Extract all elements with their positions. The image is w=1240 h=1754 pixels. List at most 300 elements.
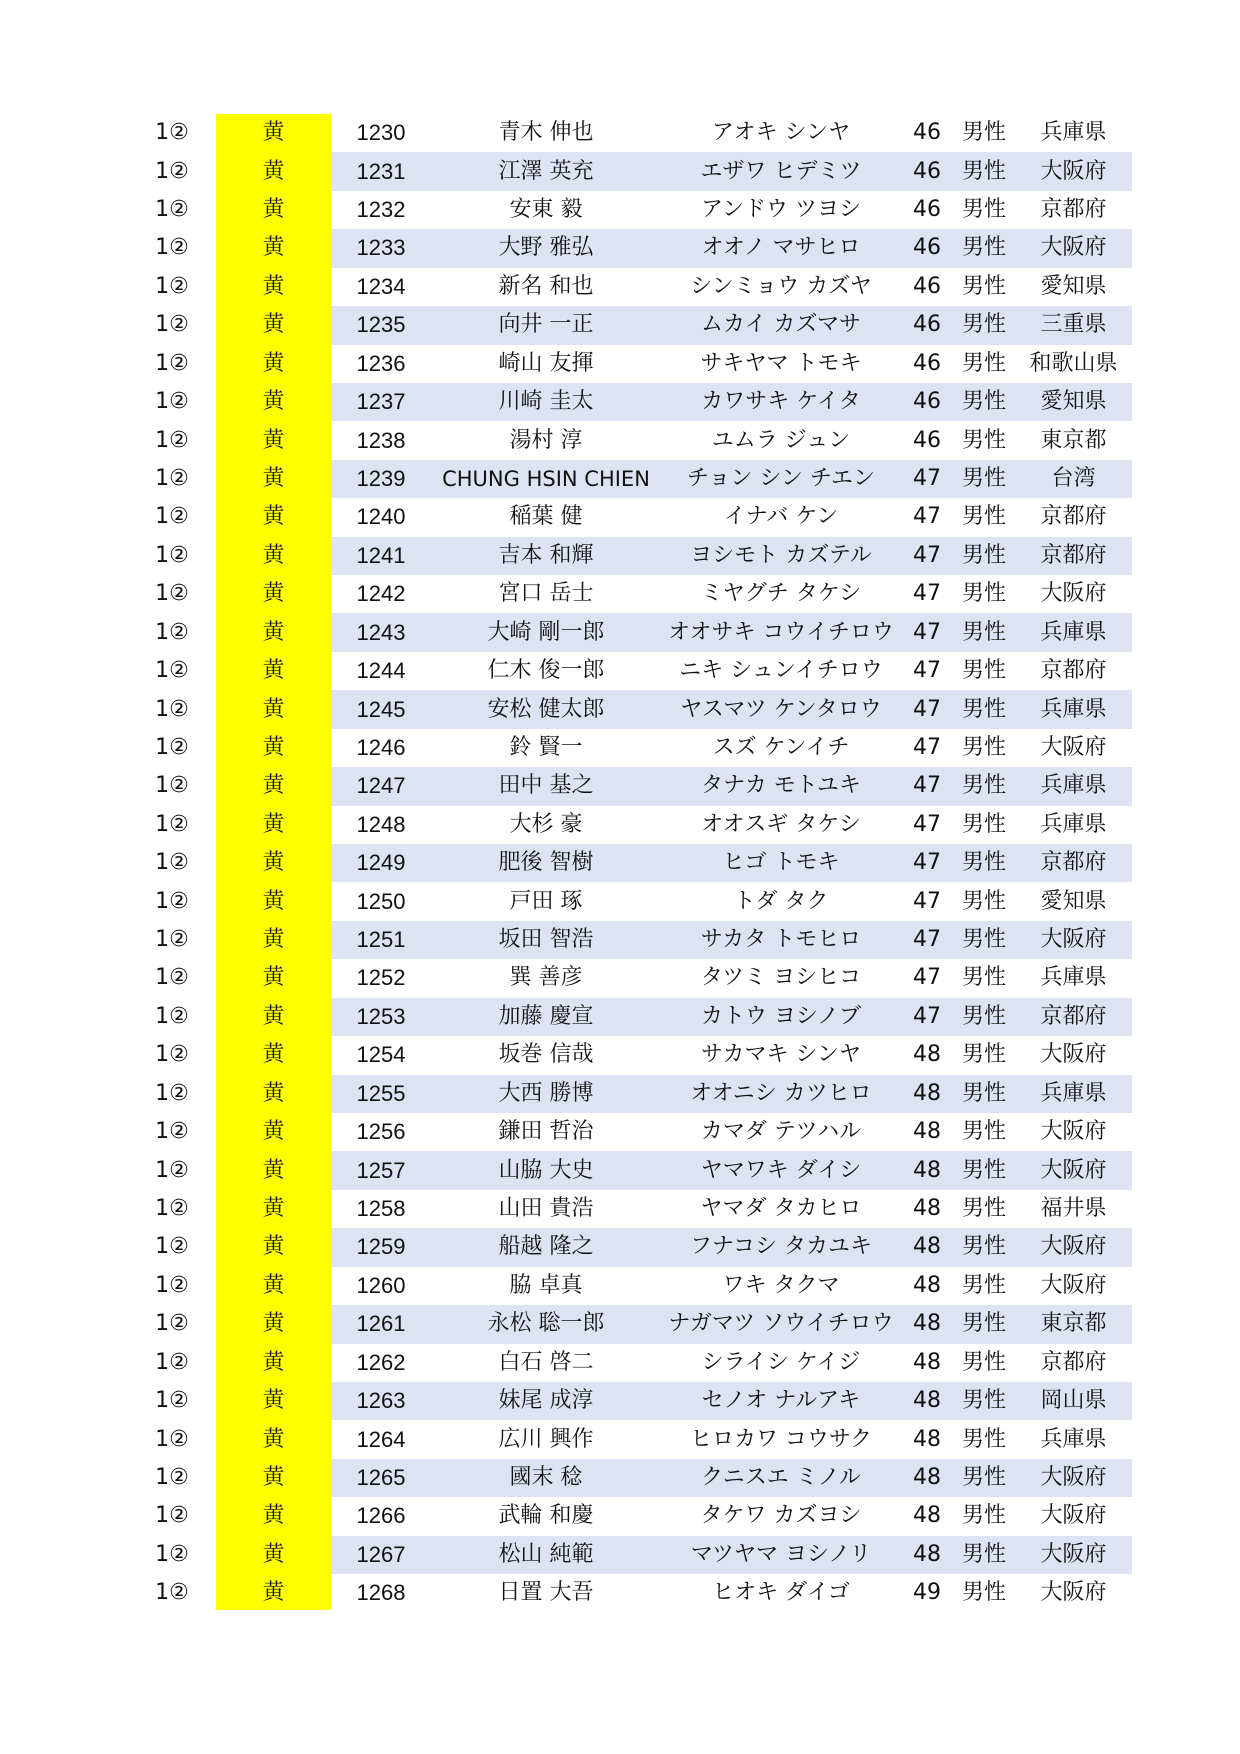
heat-cell: 1②	[155, 850, 189, 876]
kana-name-cell: カマダ テツハル	[700, 1119, 862, 1145]
name-cell: 松山 純範	[431, 1536, 661, 1574]
gender-cell: 男性	[961, 734, 1006, 760]
table-row	[128, 767, 1132, 805]
age-cell: 47	[901, 921, 953, 959]
color-cell: 黄	[262, 1426, 285, 1452]
bib-number-cell: 1247	[331, 767, 431, 805]
name-cell: 大野 雅弘	[431, 229, 661, 267]
bib-number-cell: 1231	[331, 152, 431, 190]
heat-cell: 1②	[155, 1464, 189, 1490]
color-cell: 黄	[262, 1541, 285, 1567]
color-cell: 黄	[262, 389, 285, 415]
color-cell: 黄	[262, 581, 285, 607]
kana-name-cell: マツヤマ ヨシノリ	[661, 1536, 901, 1574]
heat-cell: 1②	[155, 696, 189, 722]
prefecture-cell: 大阪府	[1015, 1536, 1132, 1574]
age-cell: 48	[901, 1305, 953, 1343]
bib-number-cell: 1235	[331, 306, 431, 344]
color-cell: 黄	[262, 1349, 285, 1375]
heat-cell: 1②	[155, 1580, 189, 1606]
age-cell: 47	[901, 844, 953, 882]
name-cell: 向井 一正	[431, 306, 661, 344]
prefecture-cell: 京都府	[1040, 658, 1107, 684]
bib-number-cell: 1241	[331, 537, 431, 575]
prefecture-cell: 愛知県	[1040, 888, 1107, 914]
gender-cell: 男性	[953, 229, 1015, 267]
bib-number-cell: 1267	[331, 1536, 431, 1574]
heat-cell: 1②	[155, 158, 189, 184]
heat-cell: 1②	[155, 542, 189, 568]
color-cell: 黄	[262, 1003, 285, 1029]
name-cell: 山田 貴浩	[498, 1196, 594, 1222]
prefecture-cell: 三重県	[1015, 306, 1132, 344]
bib-number-cell: 1258	[356, 1196, 406, 1222]
name-cell: 湯村 淳	[509, 427, 583, 453]
age-cell: 47	[901, 537, 953, 575]
heat-cell: 1②	[155, 811, 189, 837]
prefecture-cell: 京都府	[1015, 537, 1132, 575]
name-cell: 安東 毅	[509, 197, 583, 223]
prefecture-cell: 大阪府	[1015, 229, 1132, 267]
heat-cell: 1②	[155, 658, 189, 684]
name-cell: 武輪 和慶	[498, 1503, 594, 1529]
gender-cell: 男性	[961, 350, 1006, 376]
gender-cell: 男性	[961, 197, 1006, 223]
kana-name-cell: ナガマツ ソウイチロウ	[661, 1305, 901, 1343]
age-cell: 47	[913, 734, 941, 760]
heat-cell: 1②	[155, 312, 189, 338]
prefecture-cell: 京都府	[1015, 998, 1132, 1036]
gender-cell: 男性	[953, 1536, 1015, 1574]
age-cell: 48	[913, 1349, 941, 1375]
age-cell: 48	[901, 1228, 953, 1266]
age-cell: 47	[913, 888, 941, 914]
gender-cell: 男性	[953, 998, 1015, 1036]
prefecture-cell: 兵庫県	[1015, 1075, 1132, 1113]
prefecture-cell: 京都府	[1040, 1349, 1107, 1375]
age-cell: 48	[913, 1042, 941, 1068]
age-cell: 48	[913, 1503, 941, 1529]
table-row	[128, 882, 1132, 920]
kana-name-cell: トダ タク	[733, 888, 829, 914]
color-cell: 黄	[262, 350, 285, 376]
gender-cell: 男性	[953, 306, 1015, 344]
age-cell: 48	[913, 1272, 941, 1298]
age-cell: 46	[901, 383, 953, 421]
gender-cell: 男性	[961, 888, 1006, 914]
color-cell: 黄	[262, 850, 285, 876]
gender-cell: 男性	[961, 1272, 1006, 1298]
kana-name-cell: オオスギ タケシ	[701, 811, 861, 837]
kana-name-cell: クニスエ ミノル	[661, 1459, 901, 1497]
name-cell: 永松 聡一郎	[431, 1305, 661, 1343]
prefecture-cell: 大阪府	[1015, 921, 1132, 959]
kana-name-cell: シライシ ケイジ	[701, 1349, 861, 1375]
heat-cell: 1②	[155, 120, 189, 146]
table-row	[128, 421, 1132, 459]
name-cell: 鎌田 哲治	[498, 1119, 594, 1145]
table-row	[128, 1305, 1132, 1343]
gender-cell: 男性	[961, 504, 1006, 530]
name-cell: 脇 卓真	[509, 1272, 583, 1298]
name-cell: 巽 善彦	[509, 965, 583, 991]
kana-name-cell: ヒオキ ダイゴ	[712, 1580, 850, 1606]
prefecture-cell: 大阪府	[1040, 581, 1107, 607]
kana-name-cell: サカタ トモヒロ	[661, 921, 901, 959]
color-cell: 黄	[262, 773, 285, 799]
bib-number-cell: 1238	[356, 427, 406, 453]
age-cell: 48	[913, 1426, 941, 1452]
age-cell: 47	[913, 811, 941, 837]
table-row	[128, 998, 1132, 1036]
table-row	[128, 806, 1132, 844]
name-cell: 田中 基之	[431, 767, 661, 805]
kana-name-cell: チョン シン チエン	[661, 460, 901, 498]
gender-cell: 男性	[961, 1349, 1006, 1375]
bib-number-cell: 1244	[356, 658, 406, 684]
age-cell: 48	[901, 1459, 953, 1497]
gender-cell: 男性	[953, 1075, 1015, 1113]
gender-cell: 男性	[961, 1119, 1006, 1145]
table-row	[128, 1036, 1132, 1074]
bib-number-cell: 1252	[356, 965, 406, 991]
kana-name-cell: ムカイ カズマサ	[661, 306, 901, 344]
prefecture-cell: 大阪府	[1015, 1228, 1132, 1266]
table-row	[128, 1267, 1132, 1305]
prefecture-cell: 大阪府	[1015, 152, 1132, 190]
table-row	[128, 460, 1132, 498]
prefecture-cell: 東京都	[1015, 1305, 1132, 1343]
bib-number-cell: 1268	[356, 1580, 406, 1606]
heat-cell: 1②	[155, 1196, 189, 1222]
prefecture-cell: 東京都	[1040, 427, 1107, 453]
bib-number-cell: 1263	[331, 1382, 431, 1420]
age-cell: 48	[901, 1382, 953, 1420]
name-cell: 妹尾 成淳	[431, 1382, 661, 1420]
prefecture-cell: 大阪府	[1015, 1151, 1132, 1189]
heat-cell: 1②	[155, 466, 189, 491]
kana-name-cell: ミヤグチ タケシ	[700, 581, 862, 607]
heat-cell: 1②	[155, 350, 189, 376]
name-cell: 安松 健太郎	[431, 690, 661, 728]
table-row	[128, 537, 1132, 575]
prefecture-cell: 兵庫県	[1015, 767, 1132, 805]
age-cell: 46	[901, 152, 953, 190]
color-cell: 黄	[262, 734, 285, 760]
color-cell: 黄	[262, 1503, 285, 1529]
table-row	[128, 729, 1132, 767]
prefecture-cell: 愛知県	[1040, 273, 1107, 299]
name-cell: 川崎 圭太	[431, 383, 661, 421]
kana-name-cell: アオキ シンヤ	[711, 120, 851, 146]
name-cell: 宮口 岳士	[498, 581, 594, 607]
table-row	[128, 959, 1132, 997]
heat-cell: 1②	[155, 1541, 189, 1567]
color-cell: 黄	[262, 811, 285, 837]
heat-cell: 1②	[155, 965, 189, 991]
table-row	[128, 383, 1132, 421]
name-cell: 大杉 豪	[509, 811, 583, 837]
age-cell: 48	[901, 1075, 953, 1113]
heat-cell: 1②	[155, 504, 189, 530]
prefecture-cell: 大阪府	[1040, 1580, 1107, 1606]
table-row	[128, 152, 1132, 190]
color-cell: 黄	[262, 466, 285, 491]
heat-cell: 1②	[155, 888, 189, 914]
heat-cell: 1②	[155, 1426, 189, 1452]
heat-cell: 1②	[155, 389, 189, 415]
kana-name-cell: サカマキ シンヤ	[700, 1042, 861, 1068]
table-row	[128, 652, 1132, 690]
bib-number-cell: 1242	[356, 581, 406, 607]
table-row	[128, 1459, 1132, 1497]
color-cell: 黄	[262, 542, 285, 568]
kana-name-cell: ワキ タクマ	[722, 1272, 840, 1298]
heat-cell: 1②	[155, 773, 189, 799]
gender-cell: 男性	[961, 658, 1006, 684]
color-cell: 黄	[262, 696, 285, 722]
prefecture-cell: 大阪府	[1040, 734, 1107, 760]
prefecture-cell: 兵庫県	[1040, 811, 1107, 837]
gender-cell: 男性	[953, 1305, 1015, 1343]
age-cell: 47	[901, 998, 953, 1036]
color-cell: 黄	[262, 1234, 285, 1260]
bib-number-cell: 1250	[356, 888, 406, 914]
table-row	[128, 1113, 1132, 1151]
kana-name-cell: オオニシ カツヒロ	[661, 1075, 901, 1113]
bib-number-cell: 1234	[356, 273, 406, 299]
age-cell: 47	[901, 460, 953, 498]
prefecture-cell: 大阪府	[1040, 1042, 1107, 1068]
heat-cell: 1②	[155, 1349, 189, 1375]
heat-cell: 1②	[155, 273, 189, 299]
age-cell: 46	[913, 427, 941, 453]
table-row	[128, 921, 1132, 959]
prefecture-cell: 岡山県	[1015, 1382, 1132, 1420]
age-cell: 46	[901, 229, 953, 267]
kana-name-cell: オオノ マサヒロ	[661, 229, 901, 267]
age-cell: 47	[913, 965, 941, 991]
table-row	[128, 1420, 1132, 1458]
color-cell: 黄	[262, 1272, 285, 1298]
name-cell: 大崎 剛一郎	[431, 613, 661, 651]
gender-cell: 男性	[961, 273, 1006, 299]
age-cell: 49	[913, 1580, 941, 1606]
kana-name-cell: オオサキ コウイチロウ	[661, 613, 901, 651]
name-cell: 広川 興作	[498, 1426, 594, 1452]
table-row	[128, 1536, 1132, 1574]
color-cell: 黄	[262, 120, 285, 146]
prefecture-cell: 京都府	[1040, 197, 1107, 223]
name-cell: 大西 勝博	[431, 1075, 661, 1113]
kana-name-cell: アンドウ ツヨシ	[700, 197, 862, 223]
table-row	[128, 345, 1132, 383]
heat-cell: 1②	[155, 619, 189, 645]
name-cell: 國末 稔	[431, 1459, 661, 1497]
table-row	[128, 1574, 1132, 1612]
name-cell: CHUNG HSIN CHIEN	[431, 460, 661, 498]
color-cell: 黄	[262, 1119, 285, 1145]
name-cell: 坂田 智浩	[431, 921, 661, 959]
name-cell: 鈴 賢一	[509, 734, 583, 760]
bib-number-cell: 1246	[356, 734, 406, 760]
bib-number-cell: 1260	[356, 1272, 406, 1298]
bib-number-cell: 1249	[331, 844, 431, 882]
gender-cell: 男性	[961, 811, 1006, 837]
heat-cell: 1②	[155, 1311, 189, 1337]
prefecture-cell: 兵庫県	[1015, 613, 1132, 651]
color-cell: 黄	[262, 1080, 285, 1106]
heat-cell: 1②	[155, 235, 189, 261]
prefecture-cell: 愛知県	[1015, 383, 1132, 421]
bib-number-cell: 1253	[331, 998, 431, 1036]
bib-number-cell: 1256	[356, 1119, 406, 1145]
color-cell: 黄	[262, 235, 285, 261]
prefecture-cell: 大阪府	[1040, 1272, 1107, 1298]
prefecture-cell: 大阪府	[1040, 1503, 1107, 1529]
name-cell: 崎山 友揮	[498, 350, 594, 376]
kana-name-cell: セノオ ナルアキ	[661, 1382, 901, 1420]
gender-cell: 男性	[961, 581, 1006, 607]
color-cell: 黄	[262, 658, 285, 684]
age-cell: 48	[901, 1536, 953, 1574]
name-cell: 戸田 琢	[509, 888, 583, 914]
gender-cell: 男性	[961, 1503, 1006, 1529]
heat-cell: 1②	[155, 1042, 189, 1068]
gender-cell: 男性	[953, 844, 1015, 882]
kana-name-cell: イナバ ケン	[723, 504, 839, 530]
color-cell: 黄	[262, 312, 285, 338]
age-cell: 47	[913, 658, 941, 684]
gender-cell: 男性	[953, 1382, 1015, 1420]
name-cell: 加藤 慶宣	[431, 998, 661, 1036]
heat-cell: 1②	[155, 1272, 189, 1298]
bib-number-cell: 1266	[356, 1503, 406, 1529]
bib-number-cell: 1261	[331, 1305, 431, 1343]
gender-cell: 男性	[953, 152, 1015, 190]
gender-cell: 男性	[953, 383, 1015, 421]
age-cell: 47	[913, 504, 941, 530]
table-row	[128, 191, 1132, 229]
heat-cell: 1②	[155, 581, 189, 607]
gender-cell: 男性	[953, 1228, 1015, 1266]
gender-cell: 男性	[961, 427, 1006, 453]
kana-name-cell: ユムラ ジュン	[711, 427, 851, 453]
table-row	[128, 1151, 1132, 1189]
name-cell: 仁木 俊一郎	[487, 658, 605, 684]
kana-name-cell: エザワ ヒデミツ	[661, 152, 901, 190]
bib-number-cell: 1243	[331, 613, 431, 651]
age-cell: 48	[913, 1119, 941, 1145]
heat-cell: 1②	[155, 1157, 189, 1183]
heat-cell: 1②	[155, 1119, 189, 1145]
gender-cell: 男性	[961, 1196, 1006, 1222]
bib-number-cell: 1254	[356, 1042, 406, 1068]
name-cell: 江澤 英充	[431, 152, 661, 190]
name-cell: 山脇 大史	[431, 1151, 661, 1189]
color-cell: 黄	[262, 1196, 285, 1222]
bib-number-cell: 1264	[356, 1426, 406, 1452]
bib-number-cell: 1251	[331, 921, 431, 959]
table-row	[128, 114, 1132, 152]
bib-number-cell: 1262	[356, 1349, 406, 1375]
table-row	[128, 1497, 1132, 1535]
heat-cell: 1②	[155, 1003, 189, 1029]
kana-name-cell: ヤマダ タカヒロ	[700, 1196, 862, 1222]
heat-cell: 1②	[155, 1503, 189, 1529]
color-cell: 黄	[262, 965, 285, 991]
kana-name-cell: タナカ モトユキ	[661, 767, 901, 805]
name-cell: 肥後 智樹	[431, 844, 661, 882]
name-cell: 青木 伸也	[498, 120, 594, 146]
age-cell: 46	[901, 306, 953, 344]
table-row	[128, 1190, 1132, 1228]
heat-cell: 1②	[155, 1388, 189, 1414]
kana-name-cell: カワサキ ケイタ	[661, 383, 901, 421]
kana-name-cell: ヤスマツ ケンタロウ	[661, 690, 901, 728]
gender-cell: 男性	[961, 1042, 1006, 1068]
prefecture-cell: 兵庫県	[1040, 965, 1107, 991]
table-row	[128, 575, 1132, 613]
age-cell: 46	[913, 120, 941, 146]
prefecture-cell: 京都府	[1015, 844, 1132, 882]
gender-cell: 男性	[953, 613, 1015, 651]
bib-number-cell: 1259	[331, 1228, 431, 1266]
prefecture-cell: 兵庫県	[1015, 690, 1132, 728]
gender-cell: 男性	[953, 1151, 1015, 1189]
age-cell: 47	[913, 581, 941, 607]
kana-name-cell: ヒロカワ コウサク	[689, 1426, 873, 1452]
bib-number-cell: 1245	[331, 690, 431, 728]
color-cell: 黄	[262, 927, 285, 953]
kana-name-cell: スズ ケンイチ	[712, 734, 850, 760]
participant-sheet	[128, 114, 1132, 1612]
color-cell: 黄	[262, 158, 285, 184]
name-cell: 吉本 和輝	[431, 537, 661, 575]
prefecture-cell: 大阪府	[1015, 1459, 1132, 1497]
heat-cell: 1②	[155, 427, 189, 453]
gender-cell: 男性	[953, 921, 1015, 959]
heat-cell: 1②	[155, 1080, 189, 1106]
color-cell: 黄	[262, 504, 285, 530]
bib-number-cell: 1240	[356, 504, 406, 530]
bib-number-cell: 1232	[356, 197, 406, 223]
prefecture-cell: 台湾	[1015, 460, 1132, 498]
kana-name-cell: ヒゴ トモキ	[661, 844, 901, 882]
name-cell: 坂巻 信哉	[498, 1042, 594, 1068]
table-row	[128, 229, 1132, 267]
color-cell: 黄	[262, 619, 285, 645]
gender-cell: 男性	[961, 1580, 1006, 1606]
gender-cell: 男性	[953, 537, 1015, 575]
prefecture-cell: 兵庫県	[1040, 120, 1107, 146]
bib-number-cell: 1236	[356, 350, 406, 376]
kana-name-cell: タツミ ヨシヒコ	[700, 965, 862, 991]
bib-number-cell: 1265	[331, 1459, 431, 1497]
prefecture-cell: 大阪府	[1040, 1119, 1107, 1145]
color-cell: 黄	[262, 1157, 285, 1183]
bib-number-cell: 1233	[331, 229, 431, 267]
name-cell: 白石 啓二	[498, 1349, 594, 1375]
bib-number-cell: 1257	[331, 1151, 431, 1189]
age-cell: 47	[901, 767, 953, 805]
table-row	[128, 844, 1132, 882]
age-cell: 46	[913, 197, 941, 223]
name-cell: 新名 和也	[498, 273, 594, 299]
prefecture-cell: 京都府	[1040, 504, 1107, 530]
kana-name-cell: ヨシモト カズテル	[661, 537, 901, 575]
age-cell: 46	[913, 350, 941, 376]
